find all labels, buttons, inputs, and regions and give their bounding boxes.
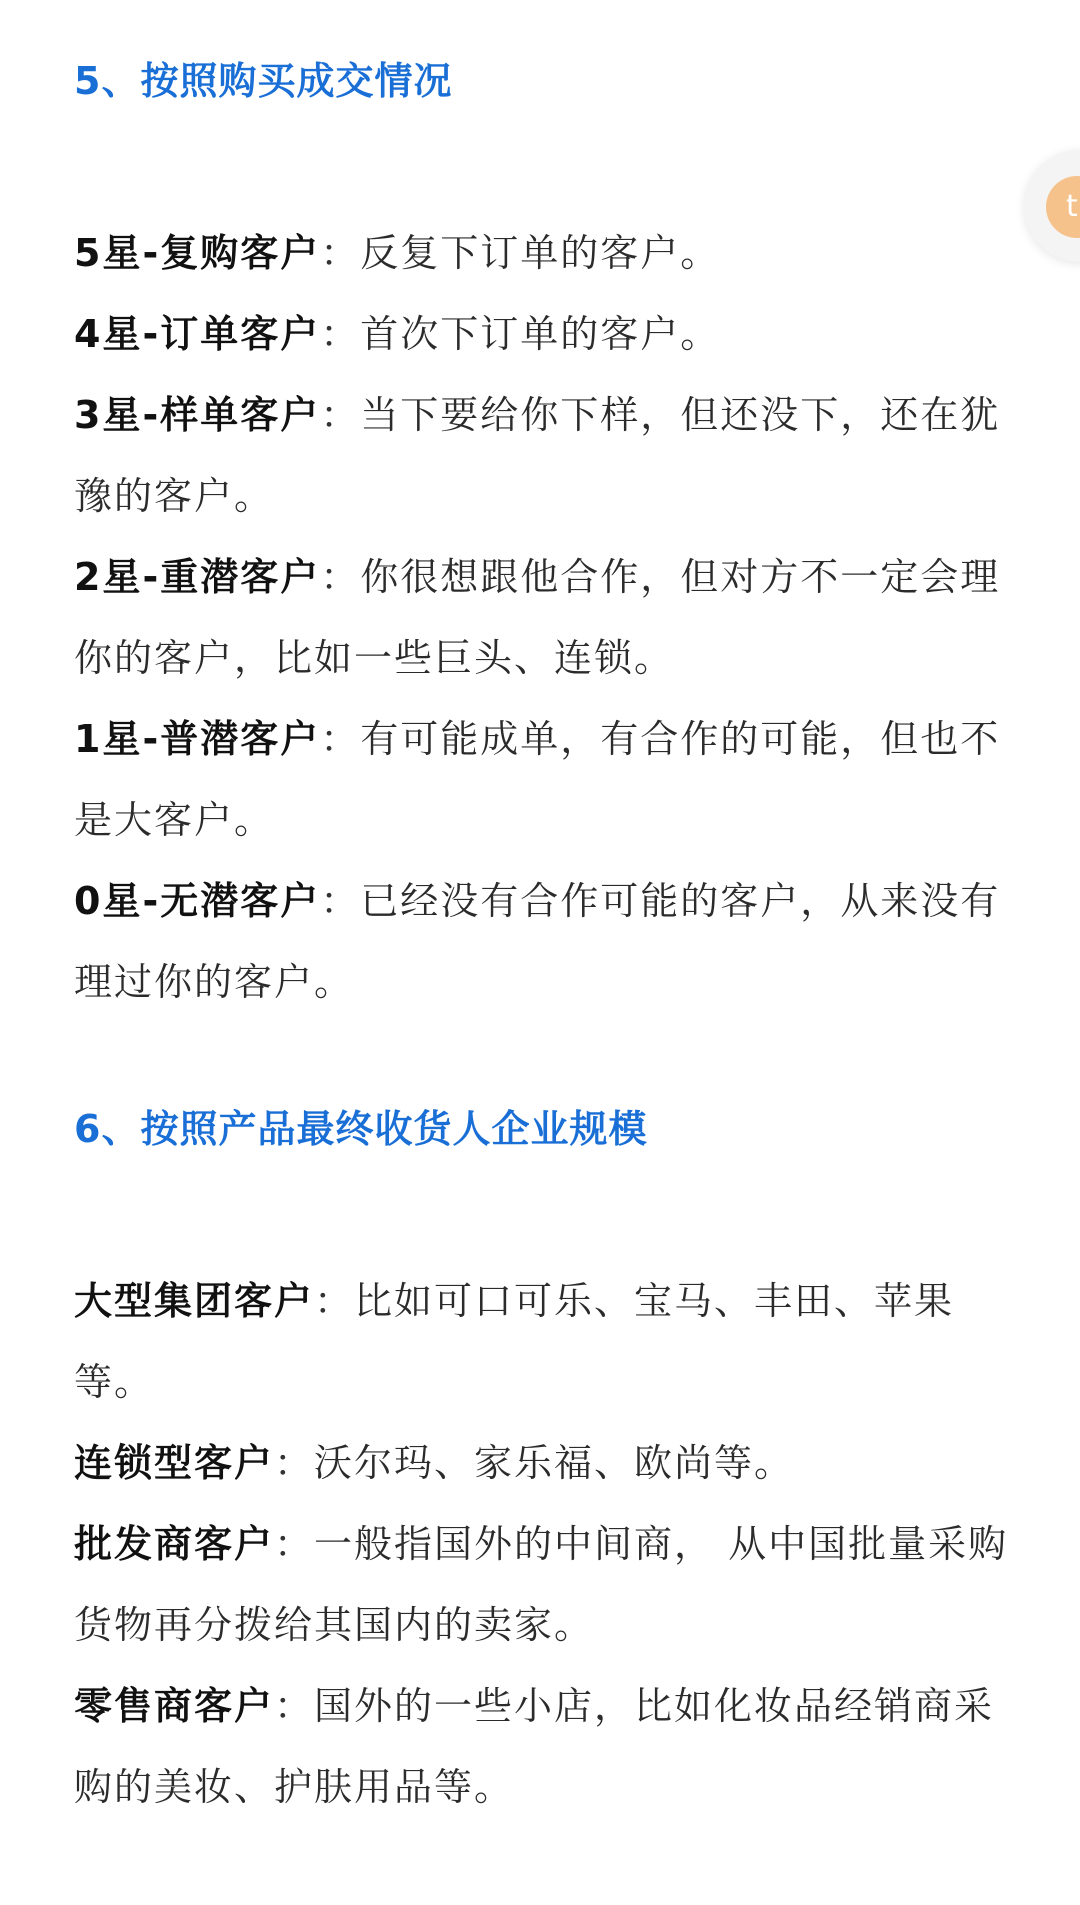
item-description: 国外的一些小店，比如化妆品经销商采购的美妆、护肤用品等。 — [74, 1684, 995, 1809]
item-term: 4星-订单客户 — [74, 312, 321, 356]
item-separator: ： — [320, 879, 361, 923]
list-item — [74, 213, 1014, 294]
item-term: 0星-无潜客户 — [74, 879, 321, 923]
list-item — [74, 537, 1014, 699]
item-separator: ： — [274, 1522, 315, 1566]
purchase-status-list — [74, 213, 1014, 1023]
item-separator: ： — [320, 312, 361, 356]
item-separator: ： — [274, 1684, 315, 1728]
list-item — [74, 375, 1014, 537]
item-separator: ： — [320, 555, 361, 599]
item-description: 你很想跟他合作，但对方不一定会理你的客户，比如一些巨头、连锁。 — [74, 555, 1001, 680]
item-separator: ： — [274, 1441, 315, 1485]
floating-translate-button[interactable] — [1024, 150, 1080, 262]
list-item — [74, 294, 1014, 375]
item-separator: ： — [320, 231, 361, 275]
item-separator: ： — [320, 393, 361, 437]
section-heading-5: 5、按照购买成交情况 — [74, 59, 453, 103]
item-term: 大型集团客户 — [74, 1279, 315, 1323]
item-separator: ： — [320, 717, 361, 761]
item-description: 一般指国外的中间商， 从中国批量采购货物再分拨给其国内的卖家。 — [74, 1522, 1009, 1647]
item-term: 连锁型客户 — [74, 1441, 275, 1485]
list-item — [74, 1504, 1014, 1666]
item-description: 当下要给你下样，但还没下，还在犹豫的客户。 — [74, 393, 1001, 518]
item-term: 批发商客户 — [74, 1522, 275, 1566]
item-term: 1星-普潜客户 — [74, 717, 321, 761]
item-description: 有可能成单，有合作的可能，但也不是大客户。 — [74, 717, 1001, 842]
translate-icon[interactable]: t — [1046, 176, 1080, 238]
item-description: 已经没有合作可能的客户，从来没有理过你的客户。 — [74, 879, 1001, 1004]
item-term: 5星-复购客户 — [74, 231, 321, 275]
item-term: 零售商客户 — [74, 1684, 275, 1728]
list-item — [74, 1666, 1014, 1828]
item-separator: ： — [314, 1279, 355, 1323]
list-item — [74, 861, 1014, 1023]
item-description: 比如可口可乐、宝马、丰田、苹果等。 — [74, 1279, 955, 1404]
item-term: 3星-样单客户 — [74, 393, 321, 437]
company-size-list — [74, 1261, 1014, 1828]
list-item — [74, 1261, 1014, 1423]
item-description: 首次下订单的客户。 — [360, 312, 721, 356]
list-item — [74, 1423, 1014, 1504]
item-description: 反复下订单的客户。 — [360, 231, 721, 275]
section-heading-6: 6、按照产品最终收货人企业规模 — [74, 1107, 648, 1151]
list-item — [74, 699, 1014, 861]
item-term: 2星-重潜客户 — [74, 555, 321, 599]
item-description: 沃尔玛、家乐福、欧尚等。 — [314, 1441, 795, 1485]
